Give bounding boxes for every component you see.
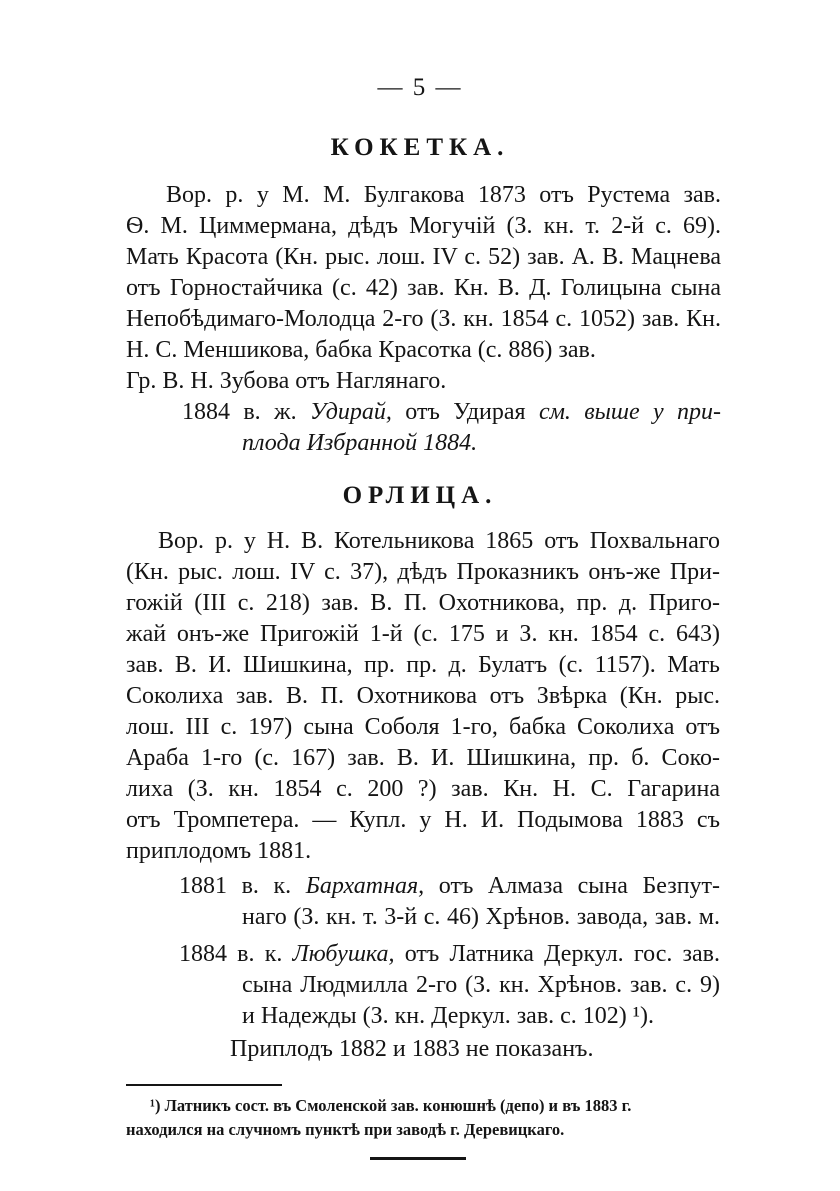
text-line: (Кн. рыс. лош. IV с. 37), дѣдъ Проказникъ онъ-же При- bbox=[126, 559, 720, 585]
text-line: лош. III с. 197) сына Соболя 1-го, бабка Соколиха отъ bbox=[126, 714, 720, 740]
offspring-ref: см. выше у при- bbox=[538, 399, 722, 425]
text-line: Вор. р. у М. М. Булгакова 1873 отъ Рустема зав. bbox=[166, 182, 721, 208]
footnote-line: находился на случномъ пунктѣ при заводѣ г. Деревицкаго. bbox=[126, 1120, 565, 1139]
text-line: Ѳ. М. Циммермана, дѣдъ Могучій (З. кн. т. 2-й с. 69). bbox=[126, 213, 721, 239]
text-line: жай онъ-же Пригожій 1-й (с. 175 и З. кн. 1854 с. 643) bbox=[126, 621, 720, 647]
text-line: Вор. р. у Н. В. Котельникова 1865 отъ Похвальнаго bbox=[158, 528, 720, 554]
page-number: — 5 — bbox=[377, 74, 463, 101]
offspring-cont: наго (З. кн. т. 3-й с. 46) Хрѣнов. завода, зав. м. bbox=[242, 904, 720, 930]
offspring-name: Бархатная, bbox=[305, 873, 425, 899]
text-paragraph: Мать Красота (Кн. рыс. лош. IV с. 52) зав. А. В. Мацнева отъ Горностайчика (с. 42) зав. Кн. В. Д. Голицына сына Непобѣдимаго-Молодца 2-го (З. кн. 1854 с. 1052) зав. Кн. Н. С. Меншикова, бабка Красотка (с. 886) зав. bbox=[126, 244, 721, 363]
offspring-entry bbox=[179, 871, 720, 901]
offspring-cont: и Надежды (З. кн. Деркул. зав. с. 102) ¹). bbox=[242, 1003, 654, 1029]
offspring-entry bbox=[182, 397, 721, 427]
offspring-sire: отъ Алмаза сына Безпут- bbox=[438, 873, 721, 899]
footnote-line: ¹) Латникъ сост. въ Смоленской зав. конюшнѣ (депо) и въ 1883 г. bbox=[150, 1096, 632, 1115]
offspring-year: 1884 в. к. bbox=[179, 941, 283, 967]
offspring-year: 1881 в. к. bbox=[179, 873, 292, 899]
text-line: отъ Тромпетера. — Купл. у Н. И. Подымова 1883 съ bbox=[126, 807, 720, 833]
text-line: Гр. В. Н. Зубова отъ Наглянаго. bbox=[126, 368, 447, 394]
text-line: приплодомъ 1881. bbox=[126, 838, 312, 864]
offspring-ref-cont: плода Избранной 1884. bbox=[242, 430, 478, 456]
note-line: Приплодъ 1882 и 1883 не показанъ. bbox=[230, 1036, 594, 1062]
footnote-rule bbox=[126, 1084, 282, 1086]
section-title-orlitsa: ОРЛИЦА. bbox=[342, 482, 498, 509]
section-title-koketka: КОКЕТКА. bbox=[330, 134, 510, 161]
text-line: Соколиха зав. В. П. Охотникова отъ Звѣрка (Кн. рыс. bbox=[126, 683, 720, 709]
end-rule bbox=[370, 1157, 466, 1160]
offspring-name: Удирай, bbox=[309, 399, 392, 425]
offspring-sire: отъ Удирая bbox=[405, 399, 526, 425]
text-line: лиха (З. кн. 1854 с. 200 ?) зав. Кн. Н. С. Гагарина bbox=[126, 776, 720, 802]
offspring-entry bbox=[179, 939, 720, 969]
text-line: гожій (III с. 218) зав. В. П. Охотникова, пр. д. Приго- bbox=[126, 590, 720, 616]
text-line: Араба 1-го (с. 167) зав. В. И. Шишкина, пр. б. Соко- bbox=[126, 745, 720, 771]
offspring-sire: отъ Латника Деркул. гос. зав. bbox=[404, 941, 721, 967]
offspring-cont: сына Людмилла 2-го (З. кн. Хрѣнов. зав. с. 9) bbox=[242, 972, 720, 998]
offspring-name: Любушка, bbox=[292, 941, 395, 967]
text-line: зав. В. И. Шишкина, пр. пр. д. Булатъ (с. 1157). Мать bbox=[126, 652, 720, 678]
offspring-year: 1884 в. ж. bbox=[182, 399, 297, 425]
